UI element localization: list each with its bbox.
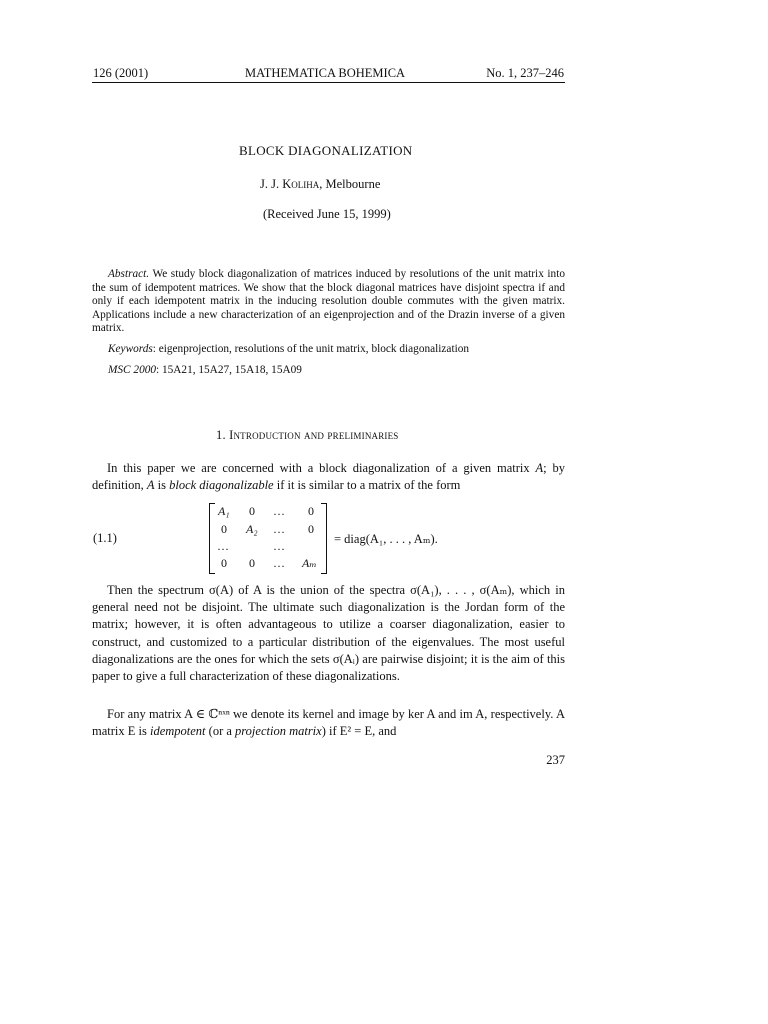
para3-text-a: For any matrix A ∈ ℂⁿˣⁿ we denote its kernel and image by ker A and im A, respectively. A matrix E is — [92, 707, 565, 739]
msc-line — [108, 364, 302, 376]
author-initials: J. J. — [260, 177, 283, 191]
para1-text-e: is — [154, 478, 170, 493]
equation-rhs: = diag(A₁, . . . , Aₘ). — [334, 532, 438, 546]
matrix-right-bracket — [321, 503, 327, 574]
para1-math-a2: A — [146, 478, 155, 493]
abstract-label: Abstract. — [108, 268, 150, 280]
section-number: 1. — [216, 428, 230, 442]
equation-label: (1.1) — [93, 531, 117, 545]
author-surname: Koliha — [282, 177, 320, 191]
matrix-cell: … — [217, 539, 229, 553]
para1-term: block diagonalizable — [169, 478, 274, 493]
paragraph-intro — [92, 460, 565, 494]
author-line — [260, 177, 380, 192]
matrix-cell: 0 — [308, 504, 314, 518]
para3-term-idempotent: idempotent — [149, 724, 206, 739]
header-issue-pages: No. 1, 237–246 — [486, 66, 564, 80]
matrix-cell: … — [273, 504, 285, 518]
matrix-cell: A₁ — [218, 504, 230, 518]
matrix-cell: 0 — [221, 522, 227, 536]
para1-text-a: In this paper we are concerned with a block diagonalization of a given matrix — [107, 461, 536, 475]
matrix-cell: A₂ — [246, 522, 258, 536]
para3-term-projection: projection matrix — [235, 724, 322, 739]
header-volume: 126 (2001) — [93, 66, 149, 80]
abstract-text: We study block diagonalization of matrices induced by resolutions of the unit matrix into the sum of idempotent matrices. We show that the block diagonal matrices have disjoint spectra if and only if each idempotent matrix in the inducing resolution double commutes with the given matrix. Applications include a new characterization of an eigenprojection and of the Drazin inverse of a given matrix. — [92, 268, 565, 335]
paragraph-spectrum: Then the spectrum σ(A) of A is the union of the spectra σ(A₁), . . . , σ(Aₘ), which in general need not be disjoint. The ultimate such diagonalization is the Jordan form of the matrix; however, it is often advantageous to utilize a coarser diagonalization, easier to construct, and customized to a particular distribution of the eigenvalues. The most useful diagonalizations are the ones for which the sets σ(Aᵢ) are pairwise disjoint; it is the aim of this paper to give a full characterization of these diagonalizations. — [92, 583, 565, 684]
matrix-cell: … — [273, 522, 285, 536]
paper-title: BLOCK DIAGONALIZATION — [239, 143, 413, 158]
para1-text-g: if it is similar to a matrix of the form — [273, 478, 461, 493]
page-number: 237 — [546, 753, 565, 767]
received-date: (Received June 15, 1999) — [263, 207, 391, 221]
header-journal: MATHEMATICA BOHEMICA — [245, 66, 406, 80]
para3-text-e: ) if E² = E, and — [321, 724, 397, 739]
matrix-cell: 0 — [308, 522, 314, 536]
matrix-cell: 0 — [221, 556, 227, 570]
matrix-cell: Aₘ — [302, 556, 317, 570]
section-title: Introduction and preliminaries — [229, 428, 399, 442]
section-heading — [216, 428, 399, 443]
msc-text: : 15A21, 15A27, 15A18, 15A09 — [156, 364, 302, 376]
abstract — [92, 268, 565, 336]
keywords-label: Keywords — [108, 343, 153, 355]
msc-label: MSC 2000 — [108, 364, 157, 376]
keywords-text: : eigenprojection, resolutions of the unit matrix, block diagonalization — [152, 343, 470, 355]
matrix-cell: … — [273, 556, 285, 570]
paragraph-definitions — [92, 706, 565, 740]
matrix-cell: … — [273, 539, 285, 553]
matrix-cell: 0 — [249, 504, 255, 518]
header-rule — [92, 82, 565, 83]
block-matrix — [209, 502, 327, 574]
para1-math-a1: A — [535, 461, 544, 475]
matrix-left-bracket — [209, 503, 215, 574]
para1-text-c: ; by definition, — [92, 461, 565, 493]
matrix-cell: 0 — [249, 556, 255, 570]
para3-text-c: (or a — [205, 724, 236, 739]
keywords-line — [108, 343, 469, 355]
author-location: , Melbourne — [319, 177, 381, 191]
